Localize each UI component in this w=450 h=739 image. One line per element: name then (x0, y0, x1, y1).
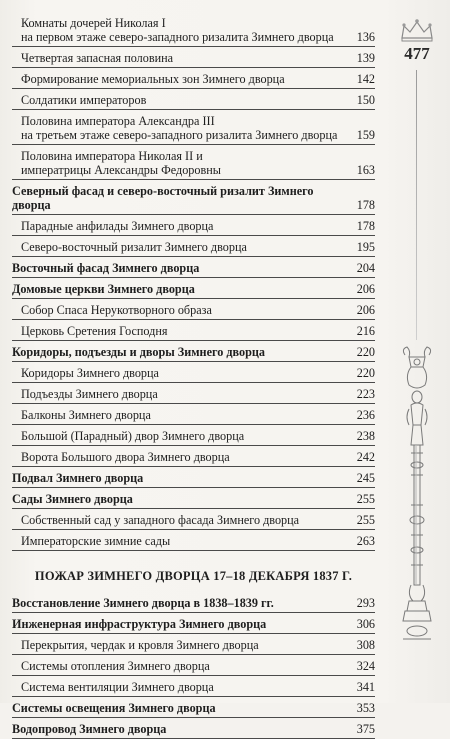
toc-section-title: Водопровод Зимнего дворца (12, 722, 167, 736)
toc-entry-page: 150 (356, 93, 375, 107)
toc-entry-title: Коридоры Зимнего дворца (21, 366, 159, 380)
toc-entry-page: 308 (356, 638, 375, 652)
toc-section-page: 206 (356, 282, 375, 296)
toc-section-page: 178 (356, 198, 375, 212)
toc-entry[interactable] (12, 12, 375, 47)
toc-section[interactable] (12, 341, 375, 362)
toc-entry-title: Половина императора Александра III (21, 114, 215, 128)
toc-entry-page: 195 (356, 240, 375, 254)
margin-rule-top (416, 70, 417, 340)
toc-entry[interactable] (12, 509, 375, 530)
toc-section-page: 255 (356, 492, 375, 506)
page-number: 477 (404, 44, 430, 63)
toc-section-page: 375 (356, 722, 375, 736)
toc-entry-page: 255 (356, 513, 375, 527)
toc-section-title: Подвал Зимнего дворца (12, 471, 144, 485)
toc-entry-page: 206 (356, 303, 375, 317)
toc-entry[interactable] (12, 299, 375, 320)
toc-entry[interactable] (12, 145, 375, 180)
toc-entry[interactable] (12, 655, 375, 676)
toc-entry-title: Комнаты дочерей Николая I (21, 16, 166, 30)
toc-section-page: 306 (356, 617, 375, 631)
chapter-heading: ПОЖАР ЗИМНЕГО ДВОРЦА 17–18 ДЕКАБРЯ 1837 Г. (34, 569, 353, 583)
toc-entry-title-cont: на третьем этаже северо-западного ризалита Зимнего дворца (21, 128, 338, 142)
toc-section-title: Восстановление Зимнего дворца в 1838–1839 гг. (12, 596, 274, 610)
toc-entry-title: Балконы Зимнего дворца (21, 408, 151, 422)
toc-entry-title: Императорские зимние сады (21, 534, 171, 548)
toc-section[interactable] (12, 257, 375, 278)
toc-entry[interactable] (12, 110, 375, 145)
toc-section[interactable] (12, 592, 375, 613)
toc-section-page: 204 (356, 261, 375, 275)
toc-section[interactable] (12, 697, 375, 718)
toc-entry-title: Парадные анфилады Зимнего дворца (21, 219, 214, 233)
toc-section-page: 245 (356, 471, 375, 485)
toc-entry-page: 163 (356, 163, 375, 177)
toc-entry-title: Большой (Парадный) двор Зимнего дворца (21, 429, 245, 443)
toc-entry[interactable] (12, 47, 375, 68)
toc-entry-title: Система вентиляции Зимнего дворца (21, 680, 214, 694)
toc-section[interactable] (12, 467, 375, 488)
toc-entry-page: 324 (356, 659, 375, 673)
toc-entry-title: Системы отопления Зимнего дворца (21, 659, 210, 673)
toc-entry-page: 238 (356, 429, 375, 443)
toc-section[interactable] (12, 613, 375, 634)
toc-section-title: Инженерная инфраструктура Зимнего дворца (12, 617, 267, 631)
crown-icon (398, 18, 436, 44)
toc-entry-page: 242 (356, 450, 375, 464)
toc-entry[interactable] (12, 215, 375, 236)
toc-entry-page: 216 (356, 324, 375, 338)
toc-entry[interactable] (12, 362, 375, 383)
toc-entry-title: Собственный сад у западного фасада Зимнего дворца (21, 513, 300, 527)
toc-entry-title-cont: на первом этаже северо-западного ризалита Зимнего дворца (21, 30, 334, 44)
toc-entry-page: 263 (356, 534, 375, 548)
toc-entry[interactable] (12, 68, 375, 89)
toc-entry-title: Церковь Сретения Господня (21, 324, 168, 338)
toc-section[interactable] (12, 180, 375, 215)
toc-entry-title: Перекрытия, чердак и кровля Зимнего дворца (21, 638, 259, 652)
toc-section-title: Восточный фасад Зимнего дворца (12, 261, 200, 275)
toc-entry-title: Формирование мемориальных зон Зимнего дворца (21, 72, 285, 86)
toc-section-page: 220 (356, 345, 375, 359)
toc-section[interactable] (12, 488, 375, 509)
toc-entry-title: Собор Спаса Нерукотворного образа (21, 303, 212, 317)
toc-entry[interactable] (12, 676, 375, 697)
toc-entry-title: Солдатики императоров (21, 93, 147, 107)
toc-section[interactable] (12, 718, 375, 739)
toc-entry-page: 178 (356, 219, 375, 233)
toc-entry[interactable] (12, 446, 375, 467)
toc-entry-page: 159 (356, 128, 375, 142)
toc-entry[interactable] (12, 320, 375, 341)
toc-entry-page: 236 (356, 408, 375, 422)
toc-entry-page: 341 (356, 680, 375, 694)
toc-entry-title-cont: императрицы Александры Федоровны (21, 163, 221, 177)
toc-section-title: Домовые церкви Зимнего дворца (12, 282, 195, 296)
toc-entry[interactable] (12, 89, 375, 110)
toc-section-title: Северный фасад и северо-восточный ризалит Зимнего дворца (12, 184, 314, 212)
toc-entry-title: Четвертая запасная половина (21, 51, 174, 65)
toc-section-title: Системы освещения Зимнего дворца (12, 701, 216, 715)
toc-entry[interactable] (12, 404, 375, 425)
toc-entry-title: Подъезды Зимнего дворца (21, 387, 158, 401)
toc-entry[interactable] (12, 634, 375, 655)
toc-section-page: 353 (356, 701, 375, 715)
toc-entry-page: 136 (356, 30, 375, 44)
toc-entry[interactable] (12, 236, 375, 257)
toc-entry[interactable] (12, 425, 375, 446)
ornamental-column-icon (397, 345, 437, 650)
toc-section-title: Коридоры, подъезды и дворы Зимнего дворца (12, 345, 265, 359)
toc-entry-page: 223 (356, 387, 375, 401)
toc-section[interactable] (12, 278, 375, 299)
table-of-contents (12, 12, 375, 739)
toc-entry[interactable] (12, 383, 375, 404)
toc-section-title: Сады Зимнего дворца (12, 492, 133, 506)
toc-entry-title: Ворота Большого двора Зимнего дворца (21, 450, 230, 464)
toc-section-page: 293 (356, 596, 375, 610)
toc-entry-page: 142 (356, 72, 375, 86)
toc-entry-page: 220 (356, 366, 375, 380)
toc-entry-page: 139 (356, 51, 375, 65)
toc-entry-title: Половина императора Николая II и (21, 149, 203, 163)
toc-entry-title: Северо-восточный ризалит Зимнего дворца (21, 240, 247, 254)
toc-entry[interactable] (12, 530, 375, 551)
